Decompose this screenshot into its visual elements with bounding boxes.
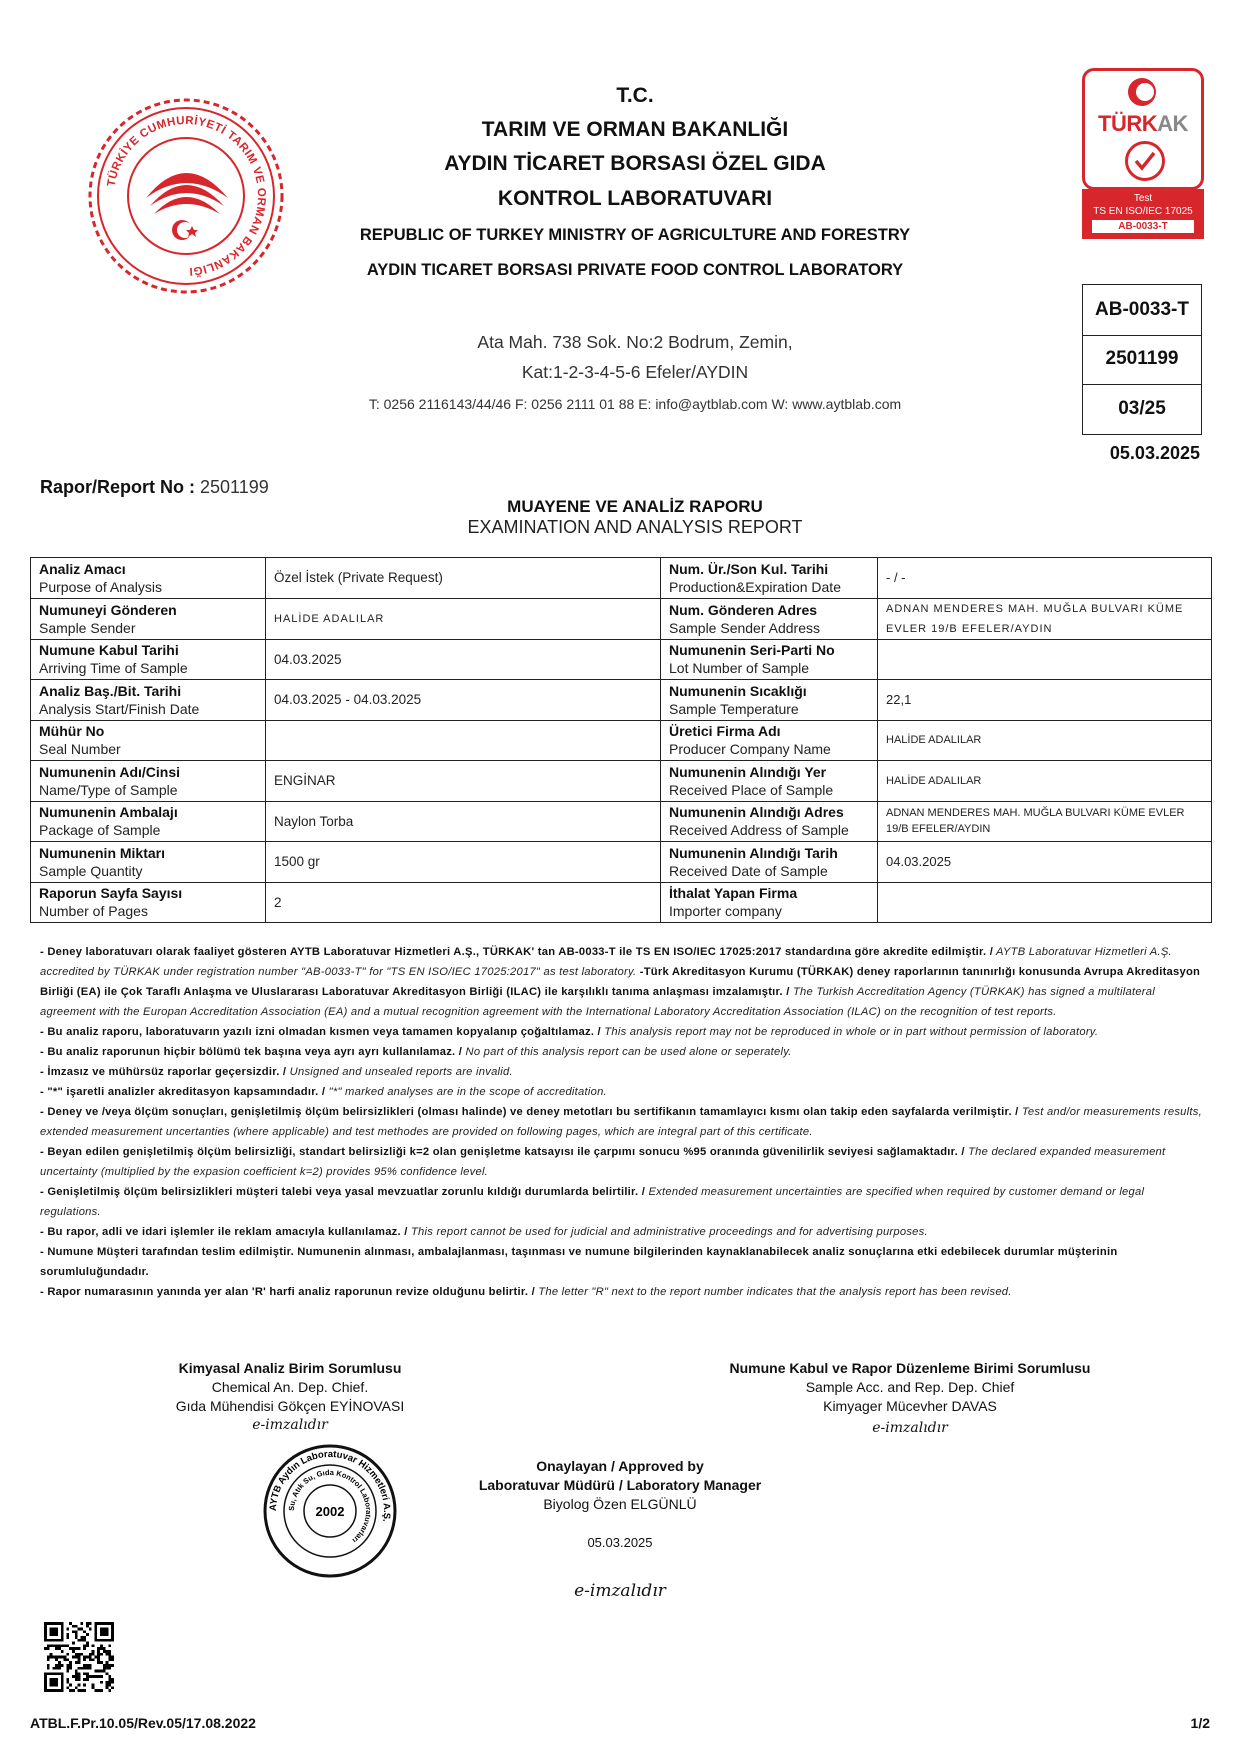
note-item: - Bu analiz raporunun hiçbir bölümü tek başına veya ayrı ayrı kullanılamaz. / No part of this analysis report can be used alone or seperately.: [40, 1046, 792, 1058]
sender-address-label: Num. Gönderen Adres: [669, 601, 818, 618]
note-item: - Bu analiz raporu, laboratuvarın yazılı izni olmadan kısmen veya tamamen kopyalanıp çoğaltılamaz. / This analysis report may not be reproduced in whole or in part without permission of laboratory.: [40, 1026, 1099, 1038]
accreditation-code: AB-0033-T: [1095, 299, 1189, 320]
table-row: [31, 639, 1212, 680]
importer-label: İthalat Yapan Firma: [669, 885, 798, 902]
table-row: [31, 598, 1212, 639]
signature-right-name: Kimyager Mücevher DAVAS: [823, 1398, 997, 1414]
accreditation-period: 03/25: [1118, 398, 1166, 419]
signature-right-role: Sample Acc. and Rep. Dep. Chief: [805, 1379, 1015, 1395]
producer-value: HALİDE ADALILAR: [878, 720, 1212, 761]
note-item: - Genişletilmiş ölçüm belirsizlikleri müşteri talebi veya yasal mevzuatlar zorunlu kıldığı durumlarda belirtilir. / Extended measurement uncertainties are specified when required by customer demand or legal regulations.: [40, 1186, 1145, 1218]
received-address-label: Numunenin Alındığı Adres: [669, 804, 844, 821]
received-place-label-en: Received Place of Sample: [669, 781, 834, 798]
seal-number-label-en: Seal Number: [39, 741, 121, 758]
importer-label-en: Importer company: [669, 903, 782, 920]
production-expiration-label: Num. Ür./Son Kul. Tarihi: [669, 560, 829, 577]
signature-center: [430, 1457, 810, 1601]
qr-code: [44, 1622, 114, 1692]
sample-name-value: ENGİNAR: [266, 761, 661, 802]
svg-text:Su, Atık Su, Gıda Kontrol Labo: Su, Atık Su, Gıda Kontrol Laboratuvarları: [286, 1467, 374, 1546]
svg-text:TÜRKİYE CUMHURİYETİ TARIM VE O: TÜRKİYE CUMHURİYETİ TARIM VE ORMAN BAKANLIĞI: [105, 114, 268, 277]
received-date-value: 04.03.2025: [878, 842, 1212, 883]
approval-title: Onaylayan / Approved by: [536, 1458, 704, 1474]
header-lab-line1: AYDIN TİCARET BORSASI ÖZEL GIDA: [444, 152, 826, 175]
analysis-dates-label: Analiz Baş./Bit. Tarihi: [39, 682, 182, 699]
quantity-label: Numunenin Miktarı: [39, 844, 166, 861]
table-row: [31, 801, 1212, 842]
accreditation-code-box: [1082, 284, 1202, 336]
received-address-label-en: Received Address of Sample: [669, 822, 849, 839]
note-item: - Bu rapor, adli ve idari işlemler ile reklam amacıyla kullanılamaz. / This report cannot be used for judicial and administrative proceedings and for advertising purposes.: [40, 1226, 928, 1238]
report-number-line: [40, 477, 269, 498]
header-ministry-en: REPUBLIC OF TURKEY MINISTRY OF AGRICULTURE AND FORESTRY: [359, 226, 911, 244]
purpose-value: Özel İstek (Private Request): [266, 558, 661, 599]
temperature-value: 22,1: [878, 680, 1212, 721]
sender-label: Numuneyi Gönderen: [39, 601, 177, 618]
received-date-label-en: Received Date of Sample: [669, 862, 828, 879]
turkak-code-label: AB-0033-T: [1092, 220, 1194, 233]
header-tc: T.C.: [616, 84, 654, 107]
analysis-dates-value: 04.03.2025 - 04.03.2025: [266, 680, 661, 721]
received-place-value: HALİDE ADALILAR: [878, 761, 1212, 802]
ministry-seal-logo: [88, 98, 284, 294]
turkak-accreditation-logo: [1082, 68, 1204, 240]
page-count-value: 2: [266, 882, 661, 923]
contact-line: T: 0256 2116143/44/46 F: 0256 2111 01 88 E: info@aytblab.com W: www.aytblab.com: [368, 396, 902, 412]
signature-right-esig: e-imzalıdır: [872, 1420, 948, 1436]
report-date: 05.03.2025: [1109, 443, 1200, 463]
note-item: - Numune Müşteri tarafından teslim edilmiştir. Numunenin alınması, ambalajlanması, taşınması ve numune bilgilerinden kaynaklanabilecek analiz sonuçlarına etki edebilecek durumlar müşterinin sorumluluğundadır.: [40, 1246, 1118, 1278]
sender-address-label-en: Sample Sender Address: [669, 619, 820, 636]
sample-name-label-en: Name/Type of Sample: [39, 781, 178, 798]
page-number: 1/2: [1190, 1715, 1210, 1731]
analysis-dates-label-en: Analysis Start/Finish Date: [39, 700, 200, 717]
turkak-brand-tur: TÜRK: [1098, 111, 1158, 136]
header-lab-line2: KONTROL LABORATUVARI: [497, 187, 773, 210]
table-row: [31, 680, 1212, 721]
approval-esig: e-imzalıdır: [574, 1581, 666, 1601]
seal-number-value: [266, 720, 661, 761]
note-item: - "*" işaretli analizler akreditasyon kapsamındadır. / "*" marked analyses are in the scope of accreditation.: [40, 1086, 607, 1098]
table-row: [31, 720, 1212, 761]
temperature-label-en: Sample Temperature: [669, 700, 799, 717]
importer-value: [878, 882, 1212, 923]
received-place-label: Numunenin Alındığı Yer: [669, 763, 827, 780]
turkak-brand-ak: AK: [1157, 111, 1188, 136]
lot-number-value: [878, 639, 1212, 680]
address-line2: Kat:1-2-3-4-5-6 Efeler/AYDIN: [521, 362, 749, 382]
page-count-label: Raporun Sayfa Sayısı: [39, 885, 183, 902]
package-label: Numunenin Ambalajı: [39, 804, 178, 821]
header-lab-en: AYDIN TICARET BORSASI PRIVATE FOOD CONTROL LABORATORY: [366, 261, 904, 279]
sender-label-en: Sample Sender: [39, 619, 136, 636]
quantity-value: 1500 gr: [266, 842, 661, 883]
note-item: - Beyan edilen genişletilmiş ölçüm belirsizliği, standart belirsizliği k=2 olan genişletme katsayısı ile çarpımı sonucu %95 oranında güvenilirlik seviyesi sağlamaktadır. / The declared expanded measurement uncertainty (multiplied by the expasion coefficient k=2) provides 95% confidence level.: [40, 1146, 1166, 1178]
table-row: [31, 761, 1212, 802]
turkak-test-label: Test: [1133, 193, 1153, 204]
svg-text:AYTB Aydın Laboratuvar Hizmetl: AYTB Aydın Laboratuvar Hizmetleri A.Ş.: [267, 1448, 393, 1523]
approval-date: 05.03.2025: [587, 1535, 653, 1550]
address-line1: Ata Mah. 738 Sok. No:2 Bodrum, Zemin,: [477, 332, 793, 352]
production-expiration-value: - / -: [878, 558, 1212, 599]
signature-left-role: Chemical An. Dep. Chief.: [211, 1379, 369, 1395]
table-row: [31, 842, 1212, 883]
turkak-standard-label: TS EN ISO/IEC 17025: [1093, 206, 1193, 217]
package-value: Naylon Torba: [266, 801, 661, 842]
note-item: - Deney laboratuvarı olarak faaliyet gösteren AYTB Laboratuvar Hizmetleri A.Ş., TÜRKAK' tan AB-0033-T ile TS EN ISO/IEC 17025:2017 standardına göre akredite edilmiştir. / AYTB Laboratuvar Hizmetleri A.Ş. accredited by TÜRKAK under registration number "AB-0033-T" for "TS EN ISO/IEC 17025:2017" as test laboratory. -Türk Akreditasyon Kurumu (TÜRKAK) deney raporlarının tanınırlığı konusunda Avrupa Akreditasyon Birliği (EA) ile Çok Taraflı Anlaşma ve Uluslararası Laboratuvar Akreditasyon Birliği (ILAC) ile karşılıklı tanıma anlaşması imzalamıştır. / The Turkish Accreditation Agency (TÜRKAK) has signed a multilateral agreement with the Europan Accreditation Association (EA) and a mutual recognition agreement with the International Laboratory Accreditation Association (ILAC) on the recognition of test reports.: [40, 946, 1201, 1018]
note-item: - Deney ve /veya ölçüm sonuçları, genişletilmiş ölçüm belirsizlikleri (olması halinde) ve deney metotları bu sertifikanın tamamlayıcı kısmı olan takip eden sayfalarda verilmiştir. / Test and/or measurements results, extended measurement uncertanties (where applicable) and test methodes are provided on following pages, which are integral part of this certificate.: [40, 1106, 1202, 1138]
report-number-box: [1082, 334, 1202, 385]
lot-number-label: Numunenin Seri-Parti No: [669, 642, 835, 659]
sender-value: HALİDE ADALILAR: [266, 598, 661, 639]
producer-label: Üretici Firma Adı: [669, 723, 781, 740]
signature-right-title: Numune Kabul ve Rapor Düzenleme Birimi Sorumlusu: [729, 1360, 1091, 1376]
lab-stamp: [262, 1443, 398, 1579]
report-title-tr: MUAYENE VE ANALİZ RAPORU: [507, 497, 763, 516]
purpose-label-en: Purpose of Analysis: [39, 578, 162, 595]
report-notes: [40, 942, 1206, 1302]
arrival-date-label-en: Arriving Time of Sample: [39, 660, 188, 677]
arrival-date-label: Numune Kabul Tarihi: [39, 642, 179, 659]
producer-label-en: Producer Company Name: [669, 741, 831, 758]
temperature-label: Numunenin Sıcaklığı: [669, 682, 807, 699]
signature-left-title: Kimyasal Analiz Birim Sorumlusu: [178, 1360, 402, 1376]
accreditation-report-no: 2501199: [1105, 348, 1179, 369]
signature-left-name: Gıda Mühendisi Gökçen EYİNOVASI: [175, 1398, 405, 1414]
lot-number-label-en: Lot Number of Sample: [669, 660, 810, 677]
sender-address-value: ADNAN MENDERES MAH. MUĞLA BULVARI KÜME EVLER 19/B EFELER/AYDIN: [878, 598, 1212, 639]
form-code: ATBL.F.Pr.10.05/Rev.05/17.08.2022: [30, 1715, 256, 1731]
note-item: - Rapor numarasının yanında yer alan 'R' harfi analiz raporunun revize olduğunu belirtir. / The letter "R" next to the report number indicates that the analysis report has been revised.: [40, 1286, 1012, 1298]
received-date-label: Numunenin Alındığı Tarih: [669, 844, 838, 861]
note-item: - İmzasız ve mühürsüz raporlar geçersizdir. / Unsigned and unsealed reports are invalid.: [40, 1066, 513, 1078]
approval-name: Biyolog Özen ELGÜNLÜ: [543, 1496, 697, 1512]
turkak-crescent-icon: [1128, 78, 1156, 106]
page-count-label-en: Number of Pages: [39, 903, 148, 920]
report-number-value: 2501199: [200, 477, 269, 497]
checkmark-icon: [1125, 141, 1165, 181]
received-address-value: ADNAN MENDERES MAH. MUĞLA BULVARI KÜME EVLER 19/B EFELER/AYDIN: [878, 801, 1212, 842]
table-row: [31, 882, 1212, 923]
report-period-box: [1082, 384, 1202, 435]
approval-role: Laboratuvar Müdürü / Laboratory Manager: [478, 1477, 762, 1493]
svg-text:2002: 2002: [315, 1504, 345, 1519]
report-title-en: EXAMINATION AND ANALYSIS REPORT: [467, 517, 803, 537]
arrival-date-value: 04.03.2025: [266, 639, 661, 680]
signature-left-esig: e-imzalıdır: [252, 1417, 328, 1433]
header-ministry: TARIM VE ORMAN BAKANLIĞI: [481, 118, 789, 141]
production-expiration-label-en: Production&Expiration Date: [669, 578, 841, 595]
signature-right: [700, 1359, 1120, 1438]
sample-name-label: Numunenin Adı/Cinsi: [39, 763, 181, 780]
table-row: [31, 558, 1212, 599]
report-number-label: Rapor/Report No :: [40, 477, 195, 497]
sample-info-table: [30, 557, 1212, 923]
quantity-label-en: Sample Quantity: [39, 862, 143, 879]
purpose-label: Analiz Amacı: [39, 560, 126, 577]
seal-number-label: Mühür No: [39, 723, 105, 740]
package-label-en: Package of Sample: [39, 822, 161, 839]
signature-left: [140, 1359, 440, 1435]
